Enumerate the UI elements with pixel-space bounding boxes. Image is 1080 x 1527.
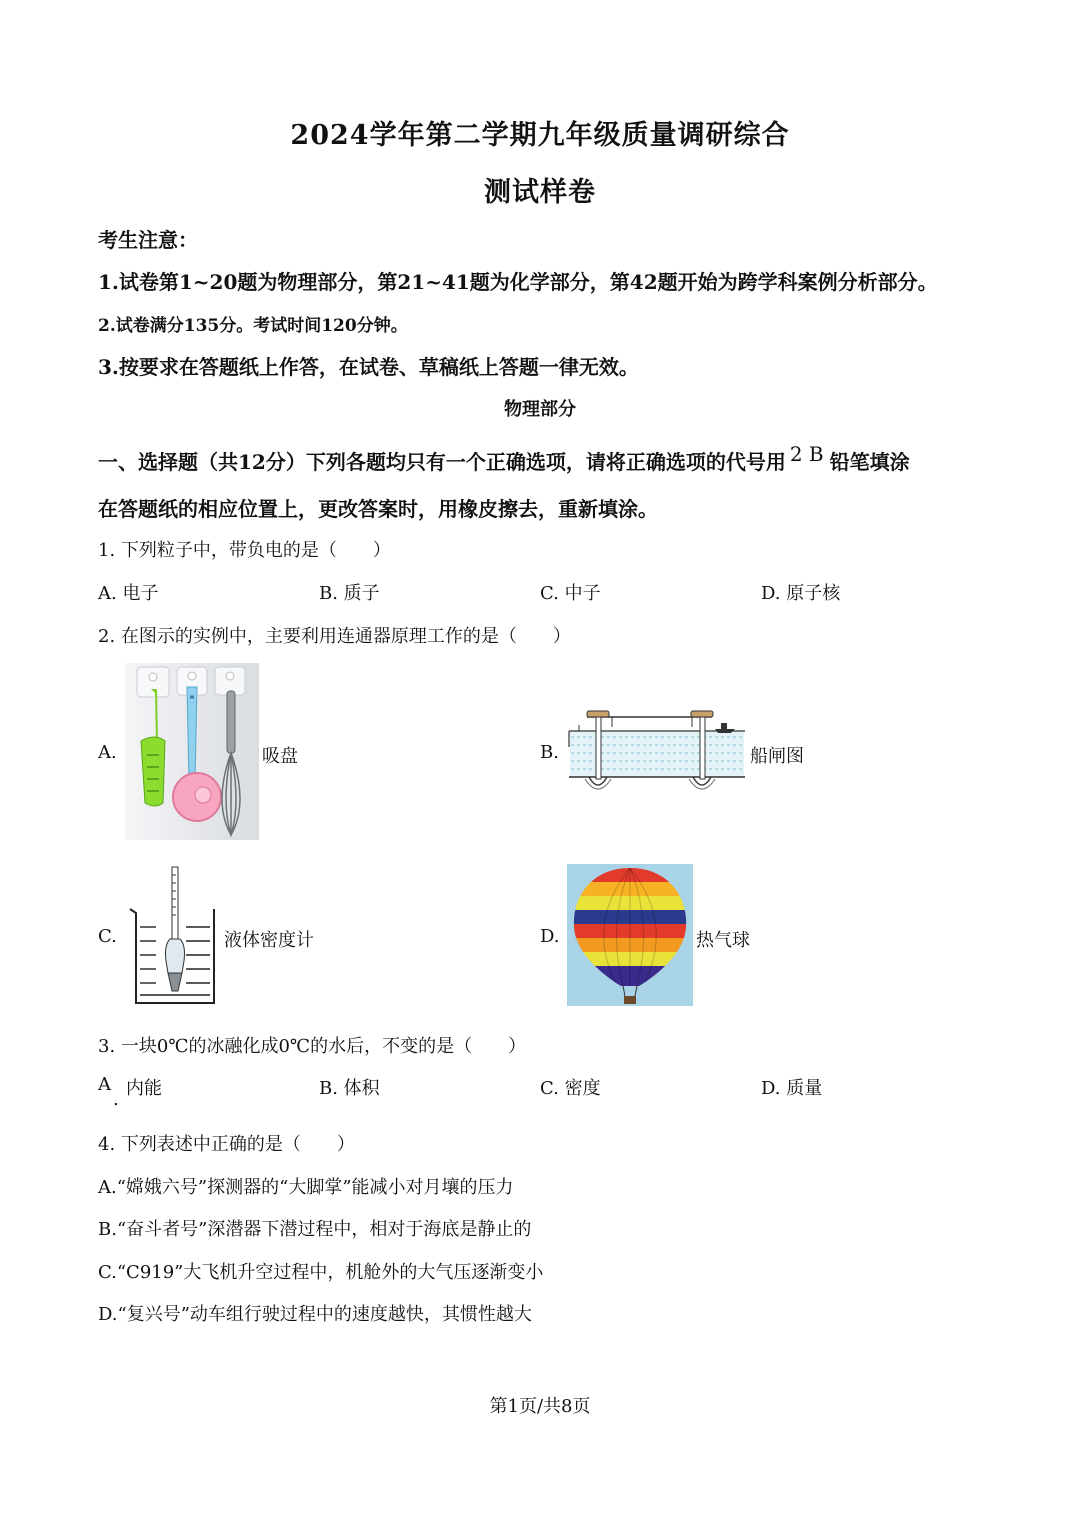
notice-item-2: 2.试卷满分135分。考试时间120分钟。 (98, 316, 408, 336)
suction-cup-hooks-image (125, 663, 259, 840)
q2-option-b-label: 船闸图 (750, 746, 804, 767)
q4-option-c: C.“C919”大飞机升空过程中，机舱外的大气压逐渐变小 (98, 1262, 544, 1283)
hot-air-balloon-image (567, 864, 693, 1006)
notice-item-3: 3.按要求在答题纸上作答，在试卷、草稿纸上答题一律无效。 (98, 355, 639, 379)
q2-stem: 2. 在图示的实例中，主要利用连通器原理工作的是（ ） (98, 626, 571, 647)
q1-option-a: A. 电子 (98, 583, 159, 604)
q2-option-c-label: 液体密度计 (224, 930, 314, 951)
section-intro-part1: 一、选择题（共12分）下列各题均只有一个正确选项，请将正确选项的代号用 (98, 450, 786, 474)
q3-stem: 3. 一块0℃的冰融化成0℃的水后，不变的是（ ） (98, 1036, 527, 1057)
q3-option-a-dot: . (113, 1089, 119, 1110)
q4-stem: 4. 下列表述中正确的是（ ） (98, 1134, 355, 1155)
q1-option-b: B. 质子 (319, 583, 380, 604)
q4-option-b: B.“奋斗者号”深潜器下潜过程中，相对于海底是静止的 (98, 1219, 532, 1240)
section-intro-line2: 在答题纸的相应位置上，更改答案时，用橡皮擦去，重新填涂。 (98, 497, 658, 521)
q3-option-a-text: 内能 (126, 1078, 162, 1099)
q4-option-d: D.“复兴号”动车组行驶过程中的速度越快，其惯性越大 (98, 1304, 532, 1325)
q3-option-c: C. 密度 (540, 1078, 601, 1099)
q4-option-a: A.“嫦娥六号”探测器的“大脚掌”能减小对月壤的压力 (98, 1177, 514, 1198)
ship-lock-diagram (567, 707, 747, 797)
page-subtitle: 测试样卷 (484, 177, 596, 208)
section-intro (98, 442, 910, 475)
q2-option-b-letter: B. (540, 742, 559, 763)
q2-option-d-letter: D. (540, 926, 560, 947)
q1-option-c: C. 中子 (540, 583, 601, 604)
q3-option-b: B. 体积 (319, 1078, 380, 1099)
q3-option-a-letter: A (98, 1074, 111, 1095)
q1-option-d: D. 原子核 (761, 583, 841, 604)
page-number: 第1页/共8页 (489, 1396, 591, 1417)
notice-heading: 考生注意： (98, 228, 198, 252)
page-title: 2024学年第二学期九年级质量调研综合 (290, 120, 790, 151)
q2-option-d-label: 热气球 (696, 930, 750, 951)
q2-option-a-letter: A. (98, 742, 117, 763)
q3-option-d: D. 质量 (761, 1078, 823, 1099)
section-intro-part2: 铅笔填涂 (829, 450, 910, 474)
notice-item-1: 1.试卷第1~20题为物理部分，第21~41题为化学部分，第42题开始为跨学科案例分析部分。 (98, 270, 938, 294)
hydrometer-diagram (126, 865, 220, 1007)
pencil-grade: 2 B (789, 442, 824, 466)
section-title: 物理部分 (504, 399, 576, 420)
q2-option-c-letter: C. (98, 926, 117, 947)
q1-stem: 1. 下列粒子中，带负电的是（ ） (98, 540, 391, 561)
q2-option-a-label: 吸盘 (262, 746, 298, 767)
